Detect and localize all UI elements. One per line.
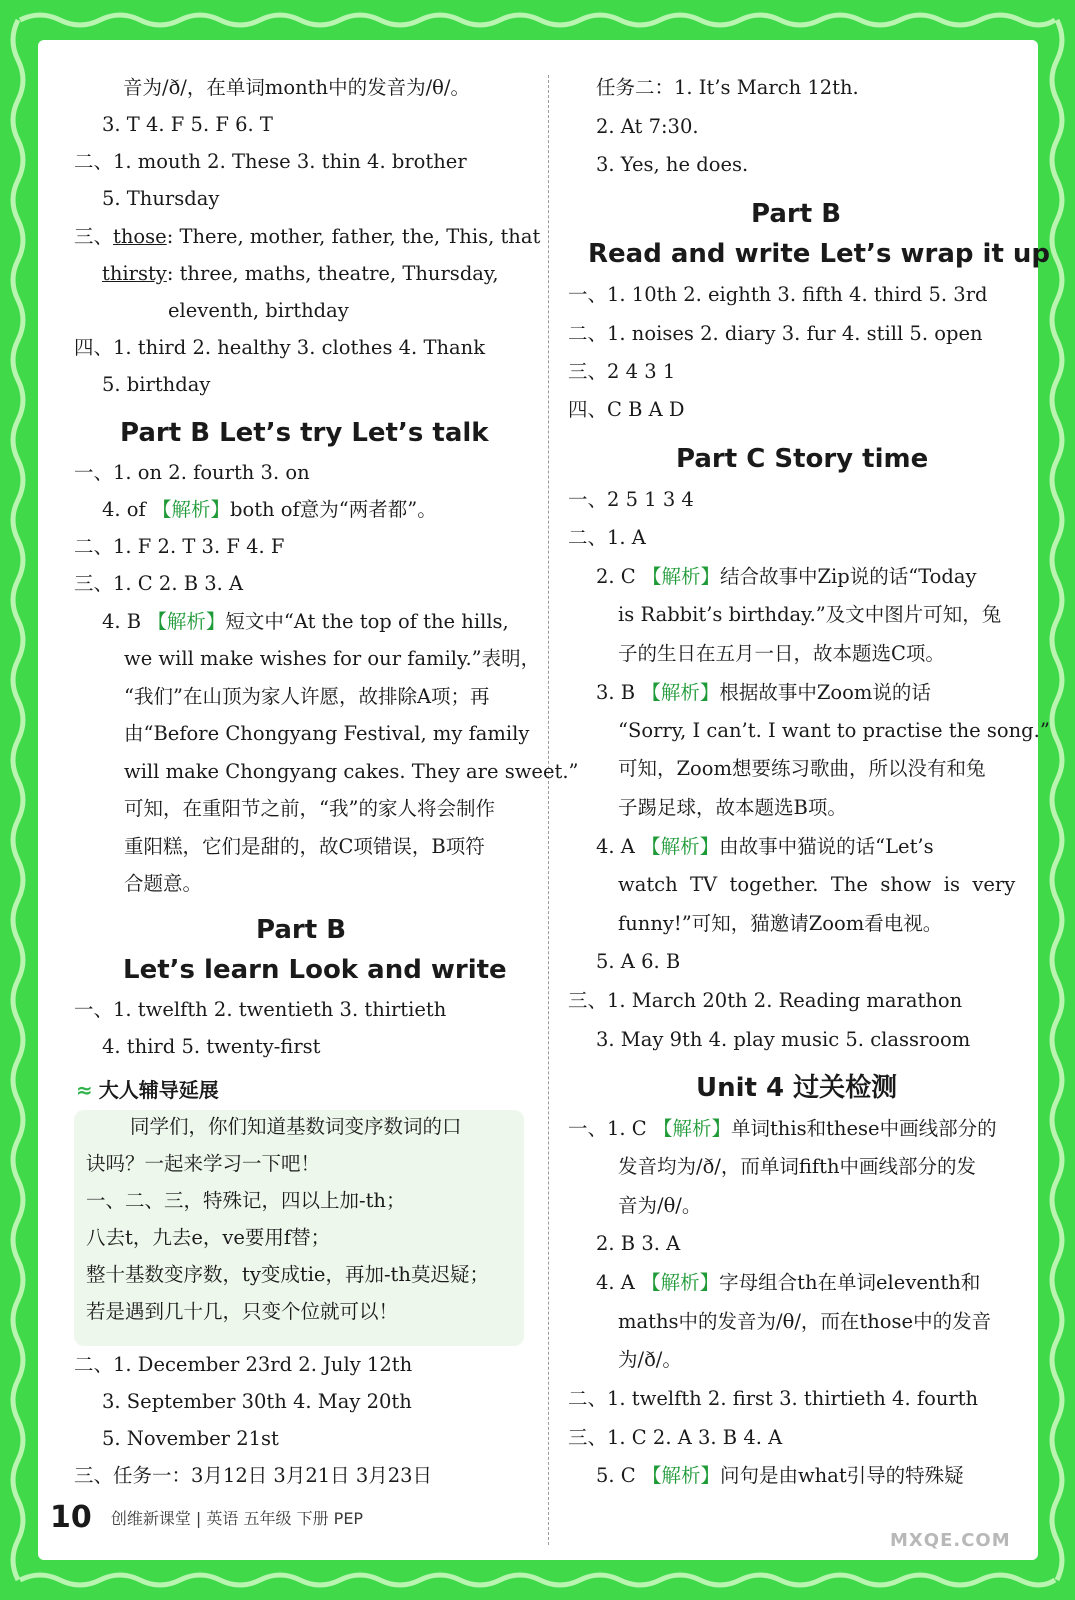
text-line: 四、C B A D [568, 398, 685, 421]
page-number: 10 [50, 1500, 92, 1535]
text-line: 5. birthday [102, 373, 211, 396]
section-heading: Part C Story time [676, 444, 929, 474]
text-line: 子踢足球，故本题选B项。 [618, 796, 847, 819]
text-line: 二、1. noises 2. diary 3. fur 4. still 5. open [568, 322, 983, 345]
text-line: 二、1. A [568, 526, 646, 549]
text-line: 子的生日在五月一日，故本题选C项。 [618, 642, 945, 665]
text-line: maths中的发音为/θ/，而在those中的发音 [618, 1310, 992, 1333]
section-heading: Part B Let’s try Let’s talk [120, 418, 489, 448]
text-line: 一、1. C 【解析】单词this和these中画线部分的 [568, 1117, 997, 1140]
text-line: 三、2 4 3 1 [568, 360, 676, 383]
book-info: 创维新课堂 | 英语 五年级 下册 PEP [110, 1509, 364, 1528]
analysis-tag: 【解析】 [641, 681, 720, 704]
underlined-word: those [113, 225, 167, 248]
tip-line: 一、二、三，特殊记，四以上加-th； [86, 1189, 406, 1212]
text-line: 3. B 【解析】根据故事中Zoom说的话 [596, 681, 931, 704]
underlined-word: thirsty [102, 262, 167, 285]
text-line: 音为/ð/，在单词month中的发音为/θ/。 [123, 76, 470, 99]
text-line: 一、1. on 2. fourth 3. on [74, 461, 310, 484]
text-line: 三、1. March 20th 2. Reading marathon [568, 989, 963, 1012]
page-footer [50, 1500, 363, 1535]
text-line: 重阳糕，它们是甜的，故C项错误，B项符 [124, 835, 485, 858]
tip-line: 整十基数变序数，ty变成tie，再加-th莫迟疑； [86, 1263, 489, 1286]
section-heading: Unit 4 过关检测 [696, 1073, 898, 1103]
analysis-tag: 【解析】 [652, 1117, 731, 1140]
text-line: 4. B 【解析】短文中“At the top of the hills, [102, 610, 509, 633]
analysis-tag: 【解析】 [147, 610, 226, 633]
text-line: 发音均为/ð/，而单词fifth中画线部分的发 [618, 1155, 976, 1178]
text-line: 为/ð/。 [618, 1348, 682, 1371]
text-line: 三、those: There, mother, father, the, This, that [74, 225, 541, 248]
analysis-tag: 【解析】 [641, 1464, 720, 1487]
answer-page [38, 40, 1051, 1560]
text-line: 2. B 3. A [596, 1232, 681, 1255]
text-line: 5. Thursday [102, 187, 220, 210]
text-line: 合题意。 [124, 872, 203, 895]
text-line: 三、任务一：3月12日 3月21日 3月23日 [74, 1464, 433, 1487]
text-line: eleventh, birthday [168, 299, 349, 322]
text-line: 5. A 6. B [596, 950, 681, 973]
tip-line: 若是遇到几十几，只变个位就可以！ [86, 1300, 399, 1323]
section-heading: Let’s learn Look and write [123, 955, 507, 985]
analysis-tag: 【解析】 [641, 565, 720, 588]
text-line: 4. A 【解析】由故事中猫说的话“Let’s [596, 835, 934, 858]
text-line: 四、1. third 2. healthy 3. clothes 4. Thank [74, 336, 486, 359]
text-line: 4. A 【解析】字母组合th在单词eleventh和 [596, 1271, 981, 1294]
text-line: 3. T 4. F 5. F 6. T [102, 113, 273, 136]
section-heading: Read and write Let’s wrap it up [588, 239, 1051, 269]
tip-title: ≈ 大人辅导延展 [76, 1078, 219, 1102]
text-line: 可知，Zoom想要练习歌曲，所以没有和兔 [618, 757, 986, 780]
section-heading: Part B [751, 199, 842, 229]
text-line: 三、1. C 2. B 3. A [74, 572, 244, 595]
text-line: 4. of 【解析】both of意为“两者都”。 [102, 498, 437, 521]
tip-line: 同学们，你们知道基数词变序数词的口 [130, 1115, 462, 1138]
text-line: 二、1. twelfth 2. first 3. thirtieth 4. fourth [568, 1387, 979, 1410]
text-line: 3. May 9th 4. play music 5. classroom [596, 1028, 971, 1051]
text-line: “我们”在山顶为家人许愿，故排除A项；再 [124, 685, 490, 708]
column-divider [548, 75, 549, 1545]
text-line: 二、1. mouth 2. These 3. thin 4. brother [74, 150, 467, 173]
text-line: is Rabbit’s birthday.”及文中图片可知，兔 [618, 603, 1002, 626]
text-line: 3. Yes, he does. [596, 153, 749, 176]
analysis-tag: 【解析】 [151, 498, 230, 521]
text-line: 3. September 30th 4. May 20th [102, 1390, 412, 1413]
text-line: 一、1. 10th 2. eighth 3. fifth 4. third 5. 3rd [568, 283, 988, 306]
watermark: MXQE.COM [890, 1530, 1011, 1551]
section-heading: Part B [256, 915, 347, 945]
text-line: we will make wishes for our family.”表明， [124, 647, 541, 670]
text-line: 三、1. C 2. A 3. B 4. A [568, 1426, 783, 1449]
text-line: 4. third 5. twenty-first [102, 1035, 321, 1058]
text-line: 音为/θ/。 [618, 1194, 702, 1217]
text-line: 由“Before Chongyang Festival, my family [124, 722, 530, 745]
text-line: 2. C 【解析】结合故事中Zip说的话“Today [596, 565, 977, 588]
text-line: will make Chongyang cakes. They are sweet.” [124, 760, 579, 783]
text-line: 可知，在重阳节之前，“我”的家人将会制作 [124, 797, 495, 820]
text-line: 一、2 5 1 3 4 [568, 488, 694, 511]
text-line: 5. C 【解析】问句是由what引导的特殊疑 [596, 1464, 964, 1487]
text-line: 一、1. twelfth 2. twentieth 3. thirtieth [74, 998, 447, 1021]
tip-line: 诀吗？一起来学习一下吧！ [86, 1152, 321, 1175]
text-line: 任务二：1. It’s March 12th. [596, 76, 859, 99]
text-line: 二、1. December 23rd 2. July 12th [74, 1353, 413, 1376]
tip-line: 八去t，九去e，ve要用f替； [86, 1226, 331, 1249]
text-line: 二、1. F 2. T 3. F 4. F [74, 535, 285, 558]
text-line: funny!”可知，猫邀请Zoom看电视。 [618, 912, 943, 935]
text-line: thirsty: three, maths, theatre, Thursday, [102, 262, 499, 285]
text-line: “Sorry, I can’t. I want to practise the song.” [618, 719, 1050, 742]
wave-icon: ≈ [76, 1078, 93, 1102]
text-line: 2. At 7:30. [596, 115, 699, 138]
analysis-tag: 【解析】 [641, 835, 720, 858]
text-line: 5. November 21st [102, 1427, 279, 1450]
analysis-tag: 【解析】 [641, 1271, 720, 1294]
text-line: watch TV together. The show is very [618, 873, 1016, 896]
